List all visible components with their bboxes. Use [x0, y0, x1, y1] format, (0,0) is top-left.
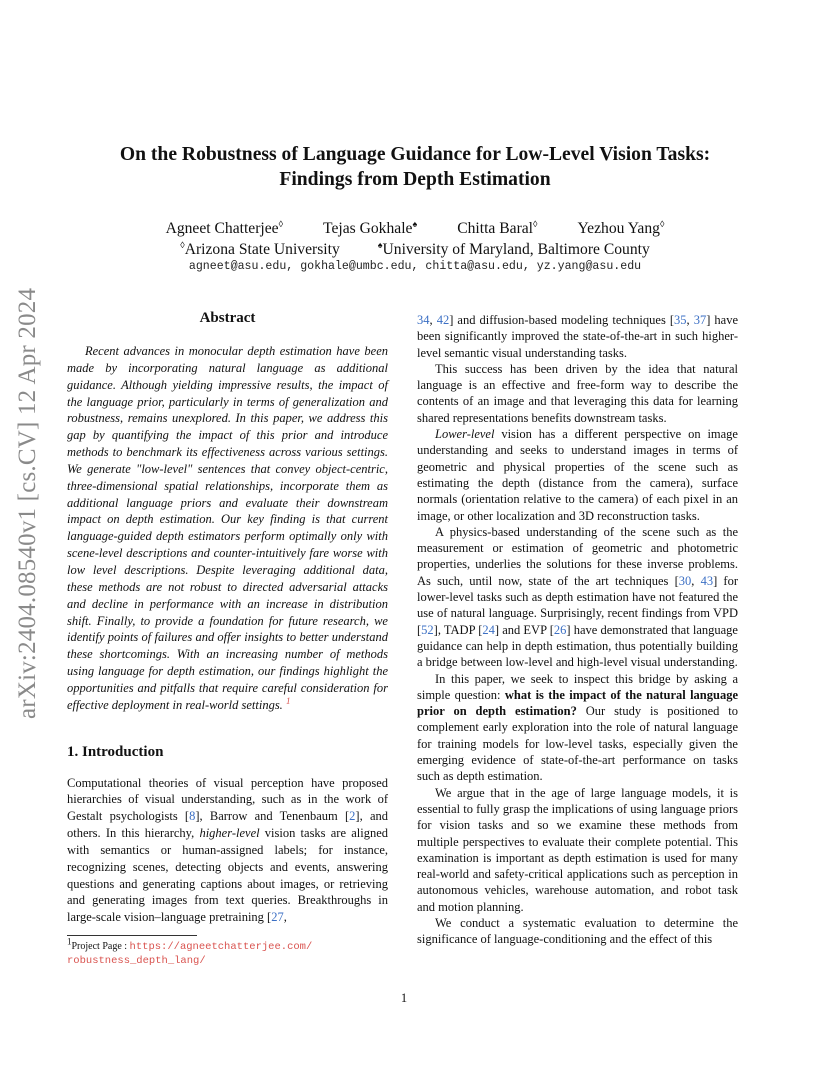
- author-3: Chitta Baral◊: [457, 218, 538, 237]
- citation-42[interactable]: 42: [436, 313, 450, 327]
- intro-paragraph-6: We argue that in the age of large language models, it is essential to fully grasp the implications of using language priors for vision tasks and so we examine these methods from multiple perspectives to evaluate their complete potential. This examination is important as depth estimation is used for many real-world and safety-critical applications such as perception in autonomous vehicles, warehouse automation, and robot task and motion planning.: [417, 785, 738, 914]
- citation-43[interactable]: 43: [700, 573, 714, 588]
- left-column: [67, 310, 388, 926]
- author-names: [80, 218, 750, 239]
- title-line-2: Findings from Depth Estimation: [279, 169, 551, 190]
- intro-paragraph-continued: 34, 42] and diffusion-based modeling techniques [35, 37] have been significantly improved the state-of-the-art in such higher-level semantic visual understanding tasks.: [417, 313, 739, 360]
- intro-paragraph-4: A physics-based understanding of the scene such as the measurement or estimation of geometric and photometric properties, underlies the solutions for these inverse problems. As such, until now, state of the art techniques [30, 43] for lower-level tasks such as depth estimation have not featured the use of natural language. Surprisingly, recent findings from VPD [52], TADP [24] and EVP [26] have demonstrated that language guidance can help in depth estimation, thus potentially building a bridge between low-level and high-level visual understanding.: [417, 524, 738, 670]
- author-2: Tejas Gokhale♠: [323, 218, 418, 237]
- citation-27[interactable]: 27: [271, 910, 284, 925]
- abstract-text: Recent advances in monocular depth estimation have been made by incorporating natural language as additional guidance. Although yielding impressive results, the impact of the language prior, particularly in terms of generalization and robustness, remains unexplored. In this paper, we address this gap by quantifying the impact of this prior and introduce methods to benchmark its effectiveness across various settings. We generate "low-level" sentences that convey object-centric, three-dimensional spatial relationships, incorporate them as additional language priors and evaluate their downstream impact on depth estimation. Our key finding is that current language-guided depth estimators perform optimally only with scene-level descriptions and counter-intuitively fare worse with low level descriptions. Despite leveraging additional data, these methods are not robust to directed adversarial attacks and decline in performance with an increase in distribution shift. Finally, to provide a foundation for future research, we identify points of failures and offer insights to better understand these shortcomings. With an increasing number of methods using language for depth estimation, our findings highlight the opportunities and pitfalls that require careful consideration for effective deployment in real-world settings. $^1$: [67, 344, 388, 712]
- intro-paragraph: Computational theories of visual perception have proposed hierarchies of visual understanding, such as in the work of Gestalt psychologists [8], Barrow and Tenenbaum [2], and others. In this hierarchy, higher-level vision tasks are aligned with semantics or human-assigned labels; for instance, recognizing scenes, detecting objects and events, answering questions and generating captions about images, or retrieving and generating images from text queries. Breakthroughs in large-scale vision–language pretraining [27,: [67, 775, 388, 925]
- project-page-link[interactable]: https://agneetchatterjee.com/ robustness_depth_lang/: [67, 941, 313, 967]
- footnote: $^1$Project Page : https://agneetchatterjee.com/ robustness_depth_lang/: [67, 936, 313, 967]
- intro-paragraph-3: Lower-level vision has a different perspective on image understanding and seeks to understand images in terms of geometric and physical properties of the scene such as estimating the depth (distance from the camera), surface normals (orientation relative to the camera) of each pixel in an image, or other localization and 3D reconstruction tasks.: [417, 427, 738, 523]
- author-4: Yezhou Yang◊: [577, 218, 665, 237]
- page-number: 1: [400, 991, 408, 1005]
- intro-heading: 1. Introduction: [67, 743, 164, 760]
- citation-37[interactable]: 37: [693, 313, 707, 327]
- abstract-heading: Abstract: [199, 310, 256, 326]
- citation-52[interactable]: 52: [421, 622, 434, 637]
- citation-24[interactable]: 24: [482, 622, 495, 637]
- citation-34[interactable]: 34: [417, 313, 430, 327]
- author-emails: agneet@asu.edu, gokhale@umbc.edu, chitta@asu.edu, yz.yang@asu.edu: [188, 260, 642, 273]
- paper-title: [80, 142, 750, 192]
- affiliation-2: ♠University of Maryland, Baltimore County: [377, 239, 650, 258]
- citation-30[interactable]: 30: [678, 573, 692, 588]
- intro-paragraph-2: This success has been driven by the idea that natural language is an effective and free-form way to describe the contents of an image and that leveraging this data for learning shared representations benefits downstream tasks.: [417, 361, 738, 425]
- citation-2[interactable]: 2: [349, 809, 356, 824]
- citation-26[interactable]: 26: [553, 622, 567, 637]
- affiliation-1: ◊Arizona State University: [180, 239, 340, 258]
- right-column: [417, 312, 738, 948]
- author-1: Agneet Chatterjee◊: [165, 218, 284, 237]
- title-line-1: On the Robustness of Language Guidance for Low-Level Vision Tasks:: [119, 144, 711, 165]
- intro-paragraph-5: In this paper, we seek to inspect this bridge by asking a simple question: what is the impact of the natural language prior on depth estimation? Our study is positioned to complement early exploration into the role of natural language for training models for low-level tasks, especially given the emerging evidence of state-of-the-art performance on tasks such as depth estimation.: [417, 671, 738, 784]
- footnote-divider: [67, 935, 197, 936]
- citation-8[interactable]: 8: [189, 809, 196, 824]
- footnote-ref[interactable]: 1: [285, 695, 291, 706]
- citation-35[interactable]: 35: [674, 313, 687, 327]
- affiliations: [80, 239, 750, 260]
- intro-paragraph-7: We conduct a systematic evaluation to determine the significance of language-conditioning and the effect of this: [417, 915, 738, 947]
- arxiv-identifier: arXiv:2404.08540v1 [cs.CV] 12 Apr 2024: [14, 288, 41, 720]
- author-block: [80, 218, 750, 260]
